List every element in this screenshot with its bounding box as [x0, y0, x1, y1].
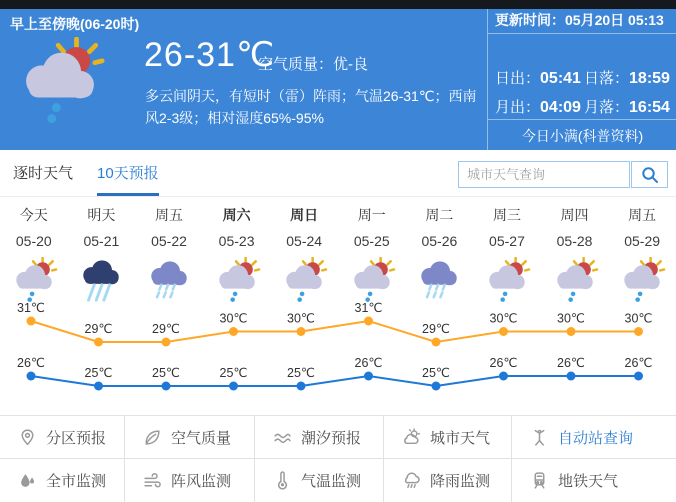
- rain-icon: [144, 257, 194, 303]
- menu-item-sun-cloud[interactable]: [384, 416, 512, 459]
- svg-text:25℃: 25℃: [84, 366, 113, 380]
- menu-item-train[interactable]: [512, 459, 676, 502]
- current-weather-icon: [12, 37, 108, 130]
- sunset-time: 日落：18:59: [584, 70, 670, 87]
- sun-shower-icon: [482, 257, 532, 303]
- svg-text:26℃: 26℃: [17, 356, 45, 370]
- forecast-day-column[interactable]: [203, 197, 271, 305]
- train-icon: [530, 471, 549, 490]
- svg-text:30℃: 30℃: [219, 311, 248, 326]
- menu-item-label: 气温监测: [301, 473, 362, 490]
- drops-icon: [18, 471, 37, 490]
- forecast-period-label: 早上至傍晚(06-20时): [10, 16, 140, 32]
- forecast-days: [0, 197, 676, 305]
- day-name: 周日: [290, 207, 319, 223]
- day-date: 05-24: [286, 233, 323, 249]
- forecast-day-column[interactable]: [135, 197, 203, 305]
- station-icon: [530, 428, 549, 447]
- menu-item-rain-cloud[interactable]: [384, 459, 512, 502]
- tab-hourly-weather[interactable]: 逐时天气: [13, 165, 74, 182]
- menu-item-label: 分区预报: [46, 429, 107, 447]
- day-name: 周四: [560, 207, 589, 223]
- thermometer-icon: [273, 471, 292, 490]
- day-date: 05-20: [15, 233, 52, 249]
- map-pin-icon: [18, 428, 37, 447]
- svg-text:26℃: 26℃: [489, 356, 518, 370]
- update-time: 更新时间：05月20日 05:13: [488, 9, 676, 34]
- menu-item-station[interactable]: [512, 416, 676, 459]
- forecast-day-column[interactable]: [68, 197, 136, 305]
- svg-text:26℃: 26℃: [354, 356, 383, 370]
- bottom-menu: [0, 415, 676, 502]
- menu-item-label: 自动站查询: [558, 429, 634, 447]
- temperature-chart: [0, 301, 676, 413]
- rain-icon: [414, 257, 464, 303]
- heavy-rain-icon: [76, 257, 126, 303]
- menu-item-label: 空气质量: [171, 429, 232, 447]
- day-date: 05-27: [489, 233, 525, 249]
- day-date: 05-29: [624, 233, 661, 249]
- svg-text:25℃: 25℃: [219, 366, 248, 380]
- day-name: 明天: [87, 207, 116, 223]
- tab-10day-forecast[interactable]: 10天预报: [97, 150, 159, 196]
- search-icon: [641, 166, 659, 184]
- forecast-day-column[interactable]: [608, 197, 676, 305]
- menu-item-wave[interactable]: [255, 416, 384, 459]
- forecast-day-column[interactable]: [473, 197, 541, 305]
- sun-shower-icon: [617, 257, 667, 303]
- search-input[interactable]: [458, 161, 630, 188]
- svg-text:31℃: 31℃: [17, 301, 45, 315]
- day-date: 05-26: [421, 233, 458, 249]
- menu-item-wind[interactable]: [125, 459, 255, 502]
- sunrise-time: 日出：05:41: [495, 70, 581, 87]
- day-name: 周二: [425, 207, 454, 223]
- sun-shower-icon: [550, 257, 600, 303]
- menu-item-drops[interactable]: [0, 459, 125, 502]
- menu-item-label: 降雨监测: [430, 473, 491, 490]
- day-date: 05-22: [151, 233, 187, 249]
- menu-item-label: 全市监测: [46, 473, 107, 490]
- tab-bar: [0, 150, 676, 197]
- menu-item-label: 潮汐预报: [301, 429, 362, 447]
- sun-shower-icon: [279, 257, 329, 303]
- svg-text:25℃: 25℃: [287, 366, 315, 380]
- forecast-day-column[interactable]: [0, 197, 68, 305]
- solar-term-link[interactable]: 今日小满(科普资料): [521, 128, 644, 144]
- day-date: 05-23: [218, 233, 255, 249]
- svg-text:25℃: 25℃: [152, 366, 180, 380]
- forecast-day-column[interactable]: [338, 197, 406, 305]
- ten-day-forecast: [0, 197, 676, 415]
- search-button[interactable]: [631, 161, 668, 188]
- svg-text:30℃: 30℃: [287, 311, 315, 326]
- day-name: 周六: [222, 207, 251, 223]
- svg-text:31℃: 31℃: [354, 301, 383, 315]
- rain-cloud-icon: [402, 471, 421, 490]
- air-quality: 空气质量：优-良: [258, 56, 369, 73]
- forecast-day-column[interactable]: [541, 197, 609, 305]
- sun-cloud-icon: [402, 428, 421, 447]
- sun-shower-icon: [212, 257, 262, 303]
- day-date: 05-25: [353, 233, 390, 249]
- temp-range: 26-31℃: [144, 36, 276, 74]
- day-name: 周五: [154, 207, 183, 223]
- svg-text:26℃: 26℃: [557, 356, 585, 370]
- menu-item-label: 地铁天气: [558, 473, 619, 490]
- moonrise-time: 月出：04:09: [495, 99, 581, 116]
- svg-text:30℃: 30℃: [489, 311, 518, 326]
- day-date: 05-21: [83, 233, 120, 249]
- day-name: 周三: [492, 207, 521, 223]
- menu-item-leaf[interactable]: [125, 416, 255, 459]
- svg-text:29℃: 29℃: [84, 322, 113, 336]
- day-name: 周五: [628, 207, 657, 223]
- sun-shower-icon: [9, 257, 59, 303]
- svg-text:25℃: 25℃: [422, 366, 450, 380]
- day-date: 05-28: [556, 233, 593, 249]
- panel-divider: [488, 119, 676, 120]
- sun-shower-icon: [12, 37, 108, 125]
- leaf-icon: [143, 428, 162, 447]
- svg-text:30℃: 30℃: [557, 311, 585, 326]
- sun-moon-times: [495, 67, 673, 125]
- svg-text:29℃: 29℃: [422, 322, 450, 336]
- sun-shower-icon: [347, 257, 397, 303]
- menu-item-map-pin[interactable]: [0, 416, 125, 459]
- day-name: 今天: [19, 207, 48, 223]
- menu-item-label: 阵风监测: [171, 473, 232, 490]
- moonset-time: 月落：16:54: [584, 99, 670, 116]
- forecast-day-column[interactable]: [270, 197, 338, 305]
- day-name: 周一: [357, 207, 386, 223]
- svg-text:26℃: 26℃: [624, 356, 653, 370]
- weather-description: 多云间阴天，有短时（雷）阵雨；气温26-31℃；西南风2-3级；相对湿度65%-95%: [145, 88, 477, 126]
- menu-item-label: 城市天气: [430, 429, 491, 447]
- wind-icon: [143, 471, 162, 490]
- menu-item-thermometer[interactable]: [255, 459, 384, 502]
- top-strip: [0, 0, 676, 9]
- forecast-day-column[interactable]: [406, 197, 474, 305]
- astro-panel: [487, 9, 676, 150]
- wave-icon: [273, 428, 292, 447]
- svg-text:30℃: 30℃: [624, 311, 653, 326]
- current-weather-header: [0, 9, 676, 150]
- svg-text:29℃: 29℃: [152, 322, 180, 336]
